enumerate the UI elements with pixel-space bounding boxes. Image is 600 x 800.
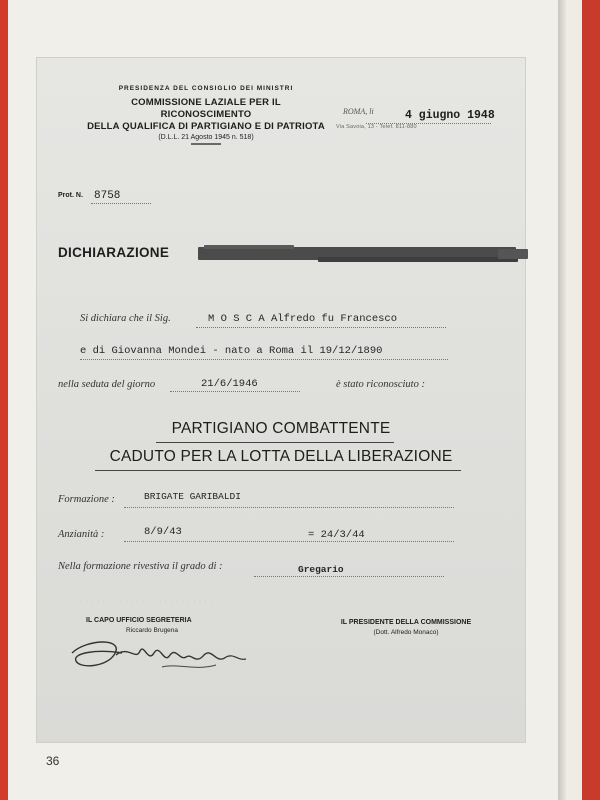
- commission-name-line2: DELLA QUALIFICA DI PARTIGIANO E DI PATRIOTA: [87, 121, 325, 132]
- anzianita-label: Anzianità :: [58, 529, 105, 540]
- president-name: (Dott. Alfredo Monaco): [373, 629, 439, 636]
- certificate-document: [36, 57, 526, 743]
- book-cover-edge: [582, 0, 600, 800]
- anzianita-to: = 24/3/44: [308, 529, 365, 541]
- president-signature-block: [306, 619, 506, 636]
- handwritten-signature: [66, 635, 256, 675]
- category1-underline: [156, 442, 394, 443]
- secretary-signature-block: [86, 617, 246, 634]
- protocol-underline: [91, 203, 151, 204]
- grado-value: Gregario: [298, 564, 344, 575]
- secretary-name: Riccardo Brugena: [126, 627, 179, 634]
- protocol-number: 8758: [94, 190, 121, 202]
- president-title: IL PRESIDENTE DELLA COMMISSIONE: [340, 619, 472, 626]
- anzianita-from: 8/9/43: [144, 526, 182, 538]
- city-label: ROMA, li: [343, 107, 374, 116]
- session-label: nella seduta del giorno: [58, 379, 156, 390]
- issuer-header: [86, 85, 326, 146]
- declaration-intro: Si dichiara che il Sig.: [80, 313, 171, 324]
- person-name: M O S C A Alfredo fu Francesco: [208, 313, 398, 325]
- commission-name-line1: COMMISSIONE LAZIALE PER IL RICONOSCIMENTO: [131, 97, 281, 120]
- page-number: 36: [46, 754, 60, 768]
- category2-underline: [95, 470, 461, 471]
- faded-stamp-text: · · · · · · · · · · · · · · · · · · · · · · · ·: [80, 599, 214, 605]
- session-underline: [170, 391, 300, 392]
- person-name-underline: [196, 327, 446, 328]
- category-partigiano: PARTIGIANO COMBATTENTE: [171, 420, 391, 437]
- formazione-value: BRIGATE GARIBALDI: [144, 491, 241, 502]
- recognition-label: è stato riconosciuto :: [336, 379, 425, 390]
- grado-label: Nella formazione rivestiva il grado di :: [58, 561, 223, 572]
- presidenza-heading: PRESIDENZA DEL CONSIGLIO DEI MINISTRI: [118, 85, 294, 92]
- birth-underline: [80, 359, 448, 360]
- redacted-text: [198, 245, 536, 263]
- decree-reference: (D.L.L. 21 Agosto 1945 n. 518): [158, 134, 254, 141]
- book-spine: [558, 0, 566, 800]
- header-rule: [191, 142, 221, 146]
- session-date: 21/6/1946: [201, 378, 258, 390]
- formazione-label: Formazione :: [58, 494, 115, 505]
- issue-date: 4 giugno 1948: [405, 109, 495, 122]
- category-caduto: CADUTO PER LA LOTTA DELLA LIBERAZIONE: [109, 448, 453, 465]
- person-birth-details: e di Giovanna Mondei - nato a Roma il 19/12/1890: [80, 345, 383, 357]
- grado-underline: [254, 576, 444, 577]
- secretary-title: IL CAPO UFFICIO SEGRETERIA: [86, 617, 192, 624]
- formazione-underline: [124, 507, 454, 508]
- document-title: DICHIARAZIONE: [58, 245, 170, 260]
- protocol-label: Prot. N.: [58, 192, 83, 199]
- anzianita-underline: [124, 541, 454, 542]
- office-address: Via Savoia, 13 - Telef. 811-880: [336, 124, 417, 130]
